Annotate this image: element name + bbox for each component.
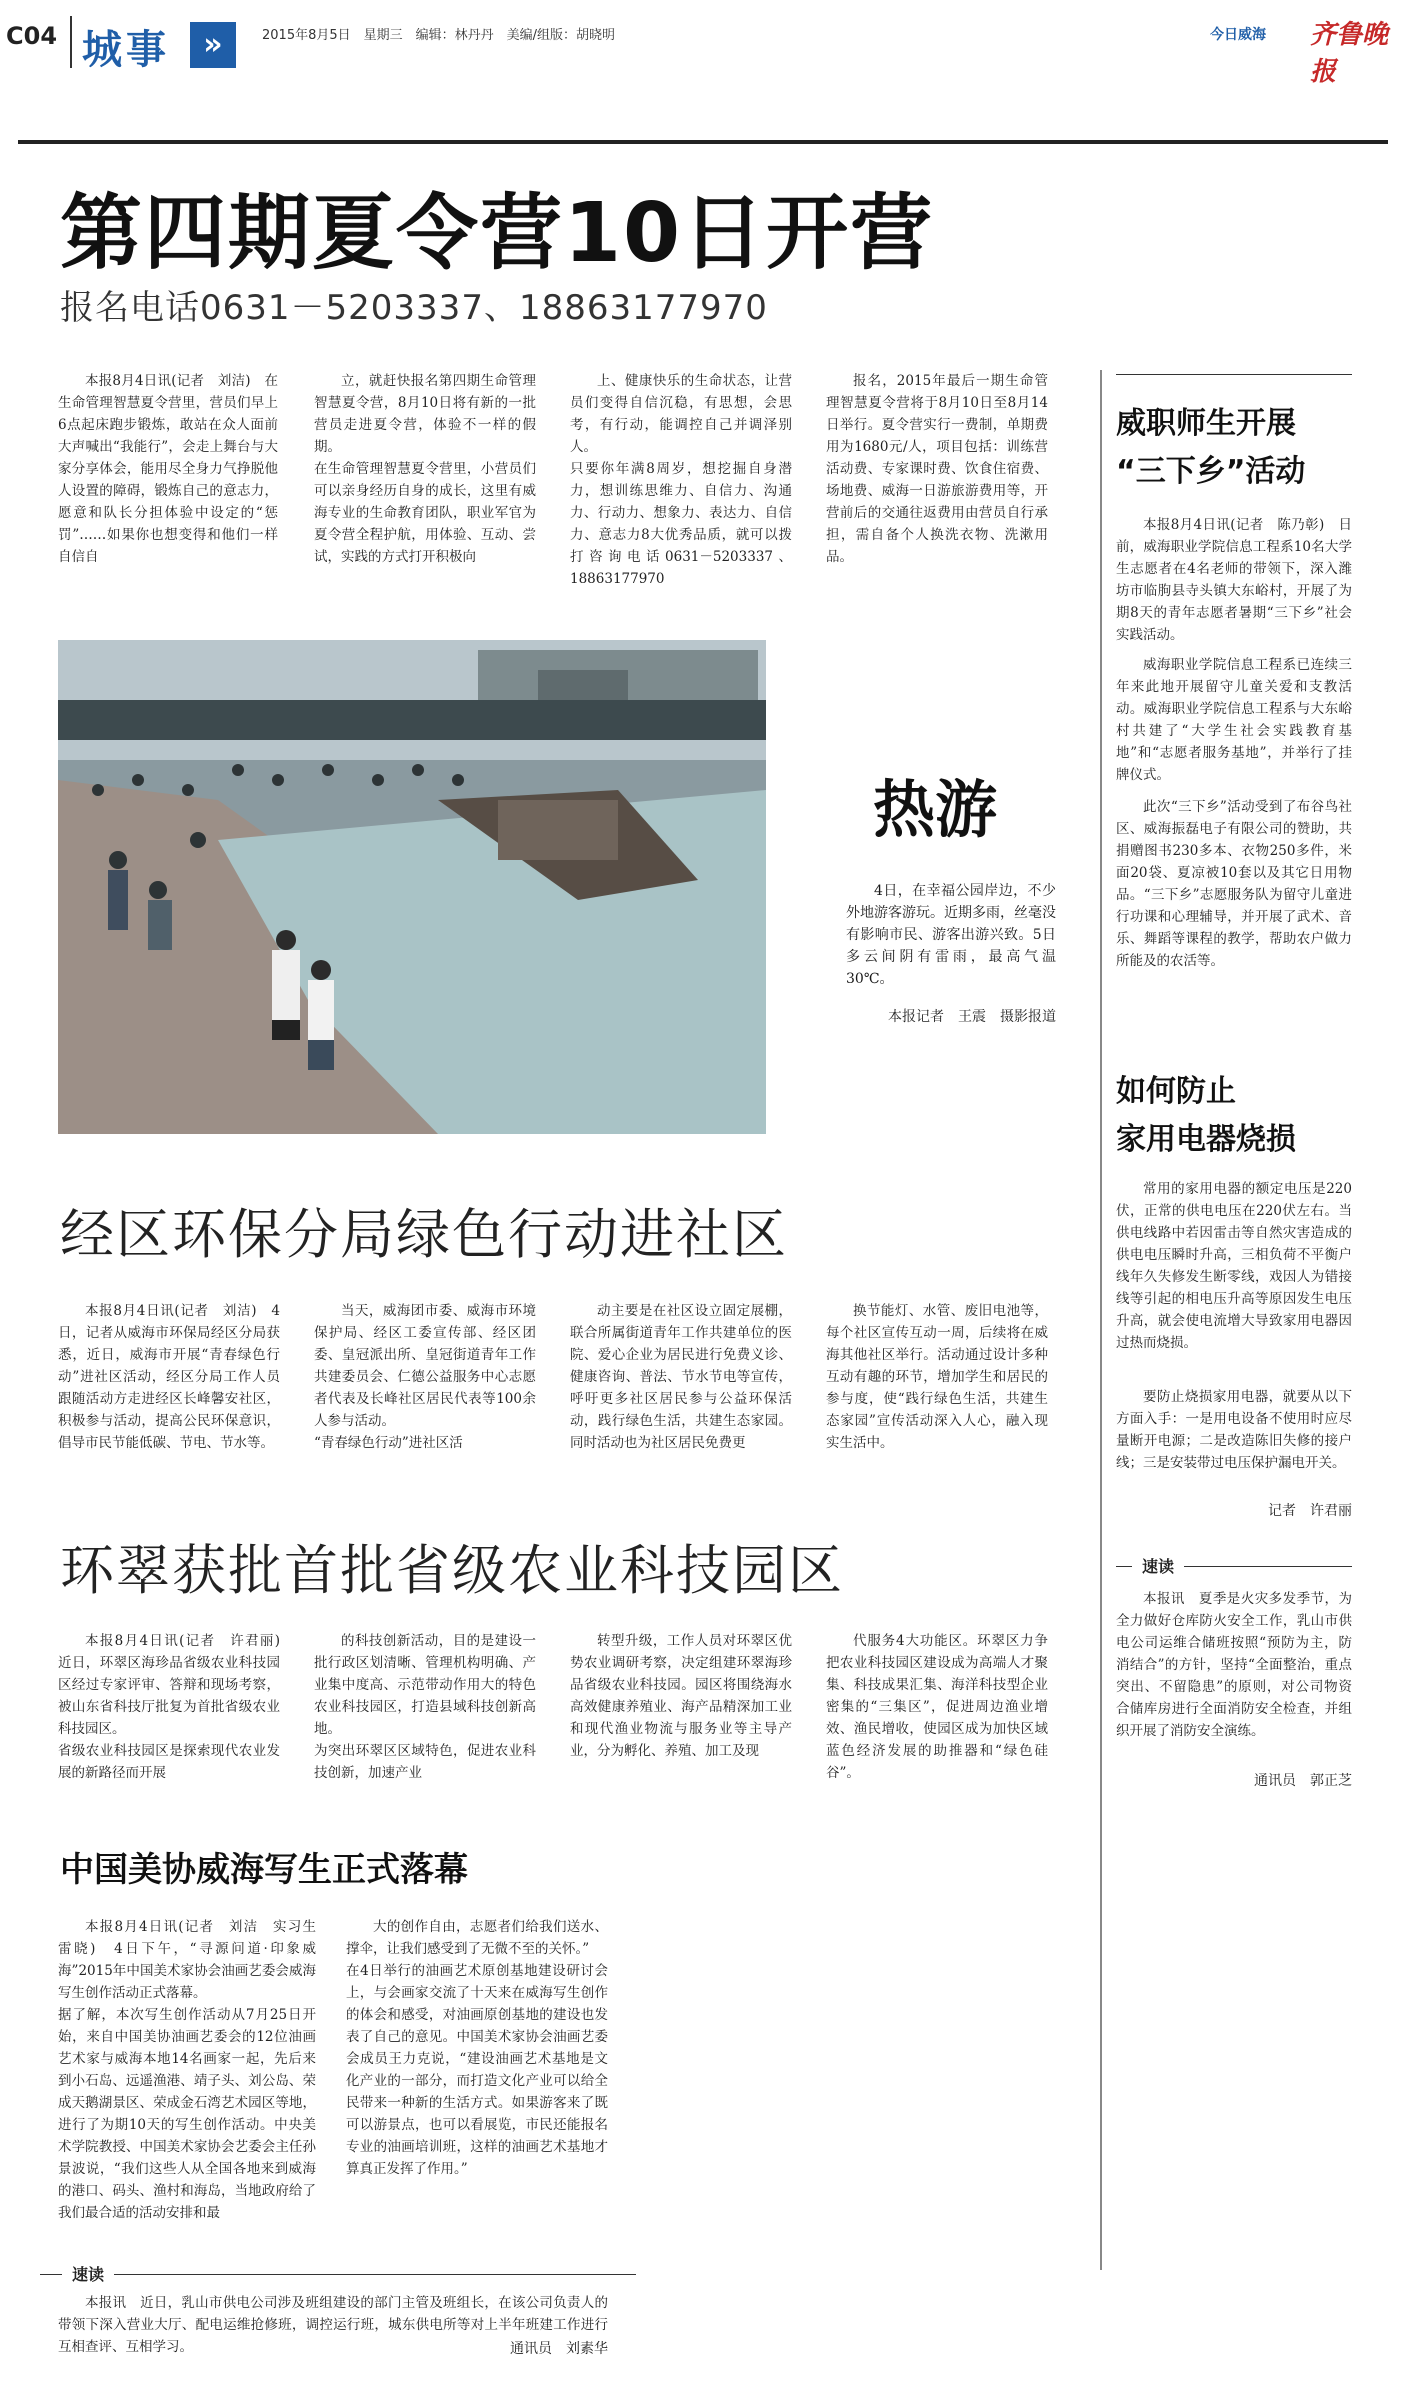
lead-column-3: 上、健康快乐的生命状态，让营员们变得自信沉稳，有思想，会思考，有行动，能调控自己并调泽别人。 只要你年满8周岁，想挖掘自身潜力，想训练思维力、自信力、沟通力、行动力、想象力、表达力、自信力、意志力8大优秀品质，就可以拨打咨询电话0631－5203337、18863177970: [570, 373, 792, 587]
story2-column-4: 换节能灯、水管、废旧电池等，每个社区宣传互动一周，后续将在威海其他社区举行。活动通过设计多种互动有趣的环节，增加学生和居民的参与度，使“践行绿色生活，共建生态家园”宣传活动深入人心，融入现实生活中。: [826, 1303, 1048, 1451]
sidebar-divider: [1100, 370, 1102, 2270]
photo-story-title: 热游: [873, 773, 998, 846]
story4-column-1: 本报8月4日讯(记者 刘洁 实习生 雷晓) 4日下午，“寻源问道·印象威海”2015年中国美术家协会油画艺委会威海写生创作活动正式落幕。 据了解，本次写生创作活动从7月25日开始，来自中国美协油画艺委会的12位油画艺术家与威海本地14名画家一起，先后来到小石岛、远遥渔港、靖子头、刘公岛、荣成天鹅湖景区、荣成金石湾艺术园区等地，进行了为期10天的写生创作活动。中央美术学院教授、中国美术家协会艺委会主任孙景波说，“我们这些人从全国各地来到威海的港口、码头、渔村和海岛，当地政府给了我们最合适的活动安排和最: [58, 1919, 316, 2221]
page-number: C04: [6, 22, 58, 50]
lead-subhead: 报名电话0631－5203337、18863177970: [60, 288, 768, 328]
sidebar-story1-headline: 威职师生开展 “三下乡”活动: [1116, 406, 1306, 489]
masthead-rule: [18, 140, 1388, 144]
bottom-brief-text: 本报讯 近日，乳山市供电公司涉及班组建设的部门主管及班组长，在该公司负责人的带领下深入营业大厅、配电运维抢修班，调控运行班，城东供电所等对上半年班建工作进行互相查评、互相学习。: [58, 2295, 608, 2355]
story3-column-4: 代服务4大功能区。环翠区力争把农业科技园区建设成为高端人才聚集、科技成果汇集、海洋科技型企业密集的“三集区”，促进周边渔业增效、渔民增收，使园区成为加快区域蓝色经济发展的助推器和“绿色硅谷”。: [826, 1633, 1048, 1781]
sidebar-story1-p2: 威海职业学院信息工程系已连续三年来此地开展留守儿童关爱和支教活动。威海职业学院信息工程系与大东峪村共建了“大学生社会实践教育基地”和“志愿者服务基地”，并举行了挂牌仪式。: [1116, 657, 1352, 783]
sidebar-story2-credit: 记者 许君丽: [1268, 1503, 1352, 1519]
story3-headline: 环翠获批首批省级农业科技园区: [60, 1539, 844, 1602]
story3-column-3: 转型升级，工作人员对环翠区优势农业调研考察，决定组建环翠海珍品省级农业科技园。园区将围绕海水高效健康养殖业、海产品精深加工业和现代渔业物流与服务业等主导产业，分为孵化、养殖、加工及现: [570, 1633, 792, 1759]
story4-column-2: 大的创作自由，志愿者们给我们送水、撑伞，让我们感受到了无微不至的关怀。” 在4日举行的油画艺术原创基地建设研讨会上，与会画家交流了十天来在威海写生创作的体会和感受，对油画原创基地的建设也发表了自己的意见。中国美术家协会油画艺委会成员王力克说，“建设油画艺术基地是文化产业的一部分，而打造文化产业可以给全民带来一种新的生活方式。如果游客来了既可以游景点，也可以看展览，市民还能报名专业的油画培训班，这样的油画艺术基地才算真正发挥了作用。”: [346, 1919, 608, 2177]
sidebar-brief-tag: 速读: [1132, 1554, 1184, 1577]
story2-column-3: 动主要是在社区设立固定展棚，联合所属街道青年工作共建单位的医院、爱心企业为居民进行免费义诊、健康咨询、普法、节水节电等宣传，呼吁更多社区居民参与公益环保活动，践行绿色生活，共建生态家园。同时活动也为社区居民免费更: [570, 1303, 792, 1451]
section-title: 城事: [82, 27, 170, 73]
bottom-brief-credit: 通讯员 刘素华: [510, 2341, 608, 2357]
story3-column-1: 本报8月4日讯(记者 许君丽) 近日，环翠区海珍品省级农业科技园区经过专家评审、答辩和现场考察，被山东省科技厅批复为首批省级农业科技园区。 省级农业科技园区是探索现代农业发展的新路径而开展: [58, 1633, 280, 1781]
photo-credit: 本报记者 王震 摄影报道: [888, 1009, 1056, 1025]
story4-headline: 中国美协威海写生正式落幕: [60, 1850, 468, 1890]
lead-column-1: 本报8月4日讯(记者 刘洁) 在生命管理智慧夏令营里，营员们早上6点起床跑步锻炼，敢站在众人面前大声喊出“我能行”，会走上舞台与大家分享体会，能用尽全身力气挣脱他人设置的障碍，锻炼自己的意志力，愿意和队长分担体验中设定的“惩罚”……如果你也想变得和他们一样自信自: [58, 373, 278, 565]
sidebar-story1-p1: 本报8月4日讯(记者 陈乃彰) 日前，威海职业学院信息工程系10名大学生志愿者在4名老师的带领下，深入潍坊市临朐县寺头镇大东峪村，开展了为期8天的青年志愿者暑期“三下乡”社会实践活动。: [1116, 517, 1352, 643]
newspaper-logo: 齐鲁晚报: [1310, 20, 1389, 87]
chevron-right-icon: »: [190, 22, 236, 68]
photo-caption: 4日，在幸福公园岸边，不少外地游客游玩。近期多雨，丝毫没有影响市民、游客出游兴致。5日多云间阴有雷雨，最高气温30℃。: [846, 883, 1056, 987]
sidebar-top-rule: [1116, 374, 1352, 375]
sidebar-story2-p2: 要防止烧损家用电器，就要从以下方面入手：一是用电设备不使用时应尽量断开电源；二是改造陈旧失修的接户线；三是安装带过电压保护漏电开关。: [1116, 1389, 1352, 1471]
story2-column-2: 当天，威海团市委、威海市环境保护局、经区工委宣传部、经区团委、皇冠派出所、皇冠街道青年工作共建委员会、仁德公益服务中心志愿者代表及长峰社区居民代表等100余人参与活动。 “青春绿色行动”进社区活: [314, 1303, 536, 1451]
bottom-brief-tag: 速读: [62, 2262, 114, 2285]
lead-column-4: 报名，2015年最后一期生命管理智慧夏令营将于8月10日至8月14日举行。夏令营实行一费制，单期费用为1680元/人，项目包括：训练营活动费、专家课时费、饮食住宿费、场地费、威海一日游旅游费用等，开营前后的交通往返费用由营员自行承担，需自备个人换洗衣物、洗漱用品。: [826, 373, 1048, 565]
edition-label: 今日威海: [1210, 27, 1266, 43]
issue-info: 2015年8月5日 星期三 编辑：林丹丹 美编/组版：胡晓明: [262, 28, 616, 43]
lead-column-2: 立，就赶快报名第四期生命管理智慧夏令营，8月10日将有新的一批营员走进夏令营，体验不一样的假期。 在生命管理智慧夏令营里，小营员们可以亲身经历自身的成长，这里有威海专业的生命教育团队，职业军官为夏令营全程护航，用体验、互动、尝试，实践的方式打开积极向: [314, 373, 536, 565]
masthead-divider: [70, 16, 72, 68]
sidebar-story2-headline: 如何防止 家用电器烧损: [1116, 1074, 1296, 1157]
lead-headline: 第四期夏令营10日开营: [60, 186, 935, 281]
sidebar-brief-credit: 通讯员 郭正芝: [1254, 1773, 1352, 1789]
sidebar-story2-p1: 常用的家用电器的额定电压是220伏，正常的供电电压在220伏左右。当供电线路中若因雷击等自然灾害造成的供电电压瞬时升高，三相负荷不平衡户线年久失修发生断零线，戏因人为错接线等引起的相电压升高等原因发生电压升高，就会使电流增大导致家用电器因过热而烧损。: [1116, 1181, 1352, 1351]
story2-headline: 经区环保分局绿色行动进社区: [60, 1203, 788, 1266]
story3-column-2: 的科技创新活动，目的是建设一批行政区划清晰、管理机构明确、产业集中度高、示范带动作用大的特色农业科技园区，打造县域科技创新高地。 为突出环翠区区域特色，促进农业科技创新，加速产业: [314, 1633, 536, 1781]
sidebar-story1-p3: 此次“三下乡”活动受到了布谷鸟社区、威海振磊电子有限公司的赞助，共捐赠图书230多本、衣物250多件，米面20袋、夏凉被10套以及其它日用物品。“三下乡”志愿服务队为留守儿童进行功课和心理辅导，并开展了武术、音乐、舞蹈等课程的教学，帮助农户做力所能及的农活等。: [1116, 799, 1352, 969]
sidebar-brief-text: 本报讯 夏季是火灾多发季节，为全力做好仓库防火安全工作，乳山市供电公司运维合储班按照“预防为主，防消结合”的方针，坚持“全面整治，重点突出、不留隐患”的原则，对公司物资合储库房进行全面消防安全检查，并组织开展了消防安全演练。: [1116, 1591, 1352, 1739]
story2-column-1: 本报8月4日讯(记者 刘洁) 4日，记者从威海市环保局经区分局获悉，近日，威海市开展“青春绿色行动”进社区活动，经区分局工作人员跟随活动方走进经区长峰馨安社区，积极参与活动，提高公民环保意识，倡导市民节能低碳、节电、节水等。: [58, 1303, 280, 1451]
bottom-brief-rule: [40, 2274, 636, 2275]
beach-photo: [58, 640, 766, 1134]
